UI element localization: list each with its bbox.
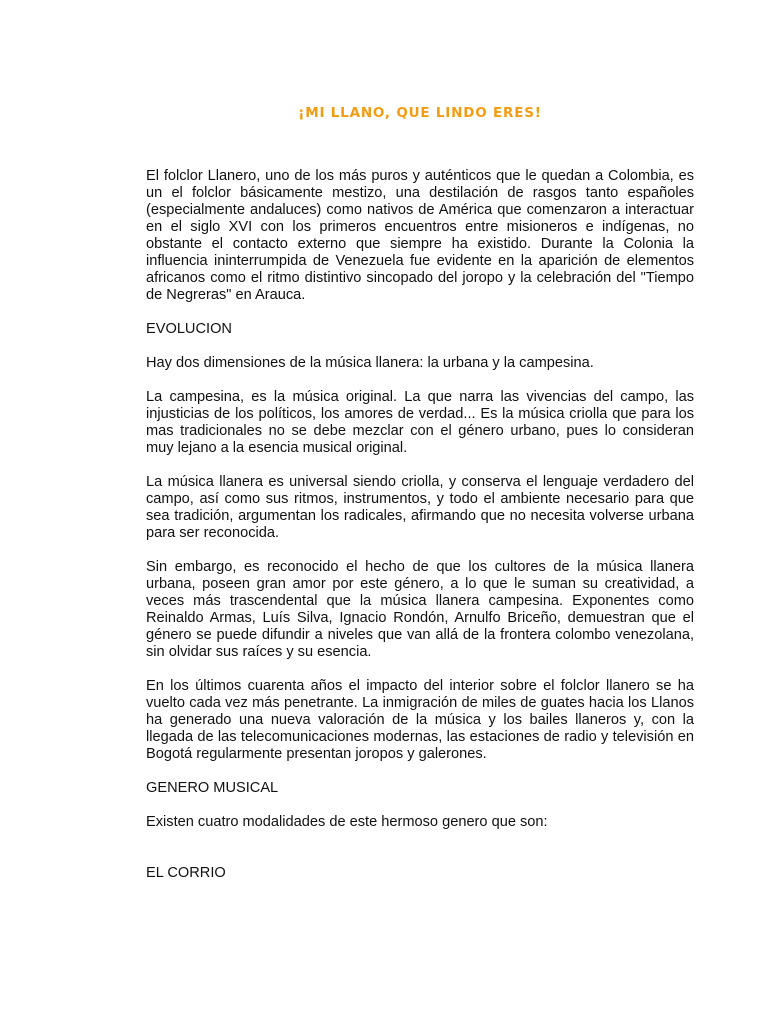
paragraph-campesina: La campesina, es la música original. La que narra las vivencias del campo, las injusticias de los políticos, los amores de verdad... Es la música criolla que para los mas tradicionales no se debe mezclar con el género urbano, pues lo consideran muy lejano a la esencia musical original. bbox=[146, 389, 694, 456]
section-heading-genero-musical: GENERO MUSICAL bbox=[146, 780, 279, 796]
section-heading-el-corrio: EL CORRIO bbox=[146, 865, 226, 881]
paragraph-urbana: Sin embargo, es reconocido el hecho de que los cultores de la música llanera urbana, poseen gran amor por este género, a lo que le suman su creatividad, a veces más trascendental que la música llanera campesina. Exponentes como Reinaldo Armas, Luís Silva, Ignacio Rondón, Arnulfo Briceño, demuestran que el género se puede difundir a niveles que van allá de la frontera colombo venezolana, sin olvidar sus raíces y su esencia. bbox=[146, 559, 694, 660]
section-heading-evolucion: EVOLUCION bbox=[146, 321, 232, 337]
paragraph-intro: El folclor Llanero, uno de los más puros y auténticos que le quedan a Colombia, es un el folclor básicamente mestizo, una destilación de rasgos tanto españoles (especialmente andaluces) como nativos de América que comenzaron a interactuar en el siglo XVI con los primeros encuentros entre misioneros e indígenas, no obstante el contacto externo que siempre ha existido. Durante la Colonia la influencia ininterrumpida de Venezuela fue evidente en la aparición de elementos africanos como el ritmo distintivo sincopado del joropo y la celebración del "Tiempo de Negreras" en Arauca. bbox=[146, 168, 694, 303]
paragraph-dimensions: Hay dos dimensiones de la música llanera: la urbana y la campesina. bbox=[146, 355, 594, 371]
paragraph-modalidades: Existen cuatro modalidades de este hermoso genero que son: bbox=[146, 814, 548, 830]
paragraph-impacto: En los últimos cuarenta años el impacto del interior sobre el folclor llanero se ha vuelto cada vez más penetrante. La inmigración de miles de guates hacia los Llanos ha generado una nueva valoración de la música y los bailes llaneros y, con la llegada de las telecomunicaciones modernas, las estaciones de radio y televisión en Bogotá regularmente presentan joropos y galerones. bbox=[146, 678, 694, 762]
document-title: ¡MI LLANO, QUE LINDO ERES! bbox=[298, 105, 542, 121]
document-body bbox=[146, 168, 694, 899]
paragraph-universal: La música llanera es universal siendo criolla, y conserva el lenguaje verdadero del campo, así como sus ritmos, instrumentos, y todo el ambiente necesario para que sea tradición, argumentan los radicales, afirmando que no necesita volverse urbana para ser reconocida. bbox=[146, 474, 694, 541]
